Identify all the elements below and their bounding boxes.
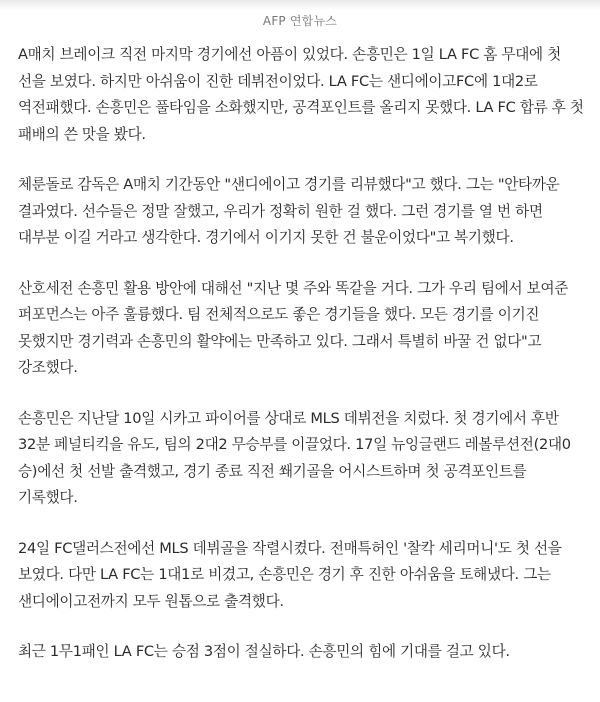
article-paragraph-5: 24일 FC댈러스전에선 MLS 데뷔골을 작렬시켰다. 전매특허인 '찰칵 세리머니'도 첫 선을 보였다. 다만 LA FC는 1대1로 비겼고, 손흥민은 경기 후 진한 아쉬움을 토해냈다. 그는 샌디에이고전까지 모두 원톱으로 출격했다.	[18, 539, 562, 610]
photo-bottom-edge	[0, 0, 600, 10]
photo-caption: AFP 연합뉴스	[262, 14, 338, 28]
article-paragraph-2: 체룬돌로 감독은 A매치 기간동안 "샌디에이고 경기를 리뷰했다"고 했다. 그는 "안타까운 결과였다. 선수들은 정말 잘했고, 우리가 정확히 원한 걸 했다. 그런 경기를 열 번 하면 대부분 이길 거라고 생각한다. 경기에서 이기지 못한 건 불운이었다"고 복기했다.	[18, 176, 560, 246]
article-body	[18, 42, 586, 690]
article-paragraph-1: A매치 브레이크 직전 마지막 경기에선 아픔이 있었다. 손흥민은 1일 LA FC 홈 무대에 첫 선을 보였다. 하지만 아쉬움이 진한 데뷔전이었다. LA FC는 샌디에이고FC에 1대2로 역전패했다. 손흥민은 풀타임을 소화했지만, 공격포인트를 올리지 못했다. LA FC 합류 후 첫 패배의 쓴 맛을 봤다.	[18, 46, 584, 143]
article-paragraph-6: 최근 1무1패인 LA FC는 승점 3점이 절실하다. 손흥민의 힘에 기대를 걸고 있다.	[18, 643, 510, 660]
article-paragraph-4: 손흥민은 지난달 10일 시카고 파이어를 상대로 MLS 데뷔전을 치렀다. 첫 경기에서 후반 32분 페널티킥을 유도, 팀의 2대2 무승부를 이끌었다. 17일 뉴잉글랜드 레볼루션전(2대0 승)에선 첫 선발 출격했고, 경기 종료 직전 쐐기골을 어시스트하며 첫 공격포인트를 기록했다.	[18, 409, 571, 506]
article-paragraph-3: 산호세전 손흥민 활용 방안에 대해선 "지난 몇 주와 똑같을 거다. 그가 우리 팀에서 보여준 퍼포먼스는 아주 훌륭했다. 팀 전체적으로도 좋은 경기들을 했다. 모든 경기를 이기진 못했지만 경기력과 손흥민의 활약에는 만족하고 있다. 그래서 특별히 바꿀 건 없다"고 강조했다.	[18, 279, 569, 376]
